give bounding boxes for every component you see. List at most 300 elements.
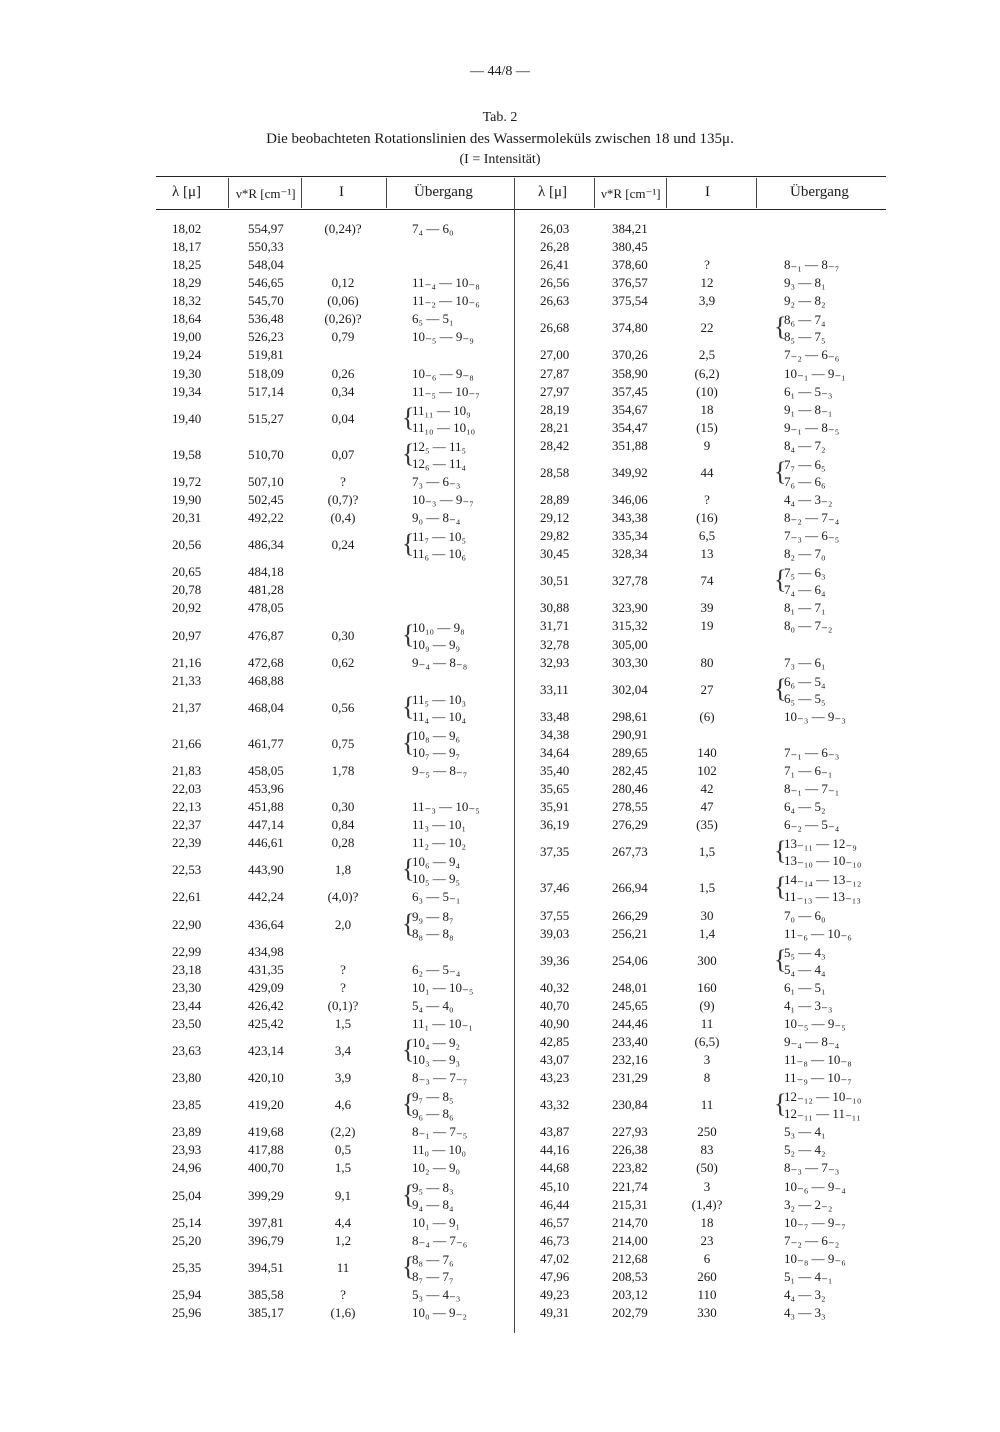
wavelength-cell: 19,90 [172, 492, 202, 507]
wavenumber-cell: 385,58 [248, 1286, 284, 1302]
wavelength-cell: 32,78 [540, 636, 570, 652]
intensity-cell: 83 [700, 1142, 714, 1158]
wavenumber-cell: 423,14 [248, 1043, 284, 1058]
wavenumber-cell: 278,55 [612, 799, 648, 815]
wavenumber-cell: 266,94 [612, 880, 648, 896]
transition-line: 10₆ — 9₄ [412, 854, 461, 870]
column-divider [756, 178, 757, 208]
wavelength-cell: 43,07 [540, 1052, 570, 1068]
transition-cell: 9₋₄ — 8₋₄ [784, 1033, 840, 1049]
wavenumber-cell: 442,24 [248, 889, 284, 905]
transition-line: 5₅ — 4₃ [784, 944, 826, 960]
wavelength-cell: 18,17 [172, 239, 202, 255]
wavelength-cell: 24,96 [172, 1160, 202, 1176]
transition-cell [784, 311, 826, 345]
wavenumber-cell: 451,88 [248, 799, 284, 815]
transition-cell: 10₂ — 9₀ [412, 1160, 461, 1176]
wavenumber-cell: 507,10 [248, 473, 284, 489]
transition-cell: 10₋₈ — 9₋₆ [784, 1250, 846, 1266]
wavelength-cell: 28,42 [540, 437, 570, 453]
wavelength-cell: 19,58 [172, 446, 202, 462]
wavenumber-cell: 351,88 [612, 437, 648, 453]
wavelength-cell: 22,37 [172, 817, 202, 833]
wavelength-cell: 22,03 [172, 781, 202, 797]
intensity-cell: 0,04 [331, 410, 355, 426]
wavelength-cell: 31,71 [540, 618, 570, 634]
wavenumber-cell: 203,12 [612, 1286, 648, 1302]
wavelength-cell: 22,13 [172, 799, 202, 815]
wavenumber-cell: 315,32 [612, 618, 648, 634]
intensity-cell: 1,5 [334, 1015, 352, 1031]
table-row [0, 708, 1000, 726]
transition-cell: 7₋₁ — 6₋₃ [784, 744, 840, 760]
wavenumber-cell: 443,90 [248, 862, 284, 878]
wavenumber-cell: 328,34 [612, 546, 648, 562]
transition-line: 8₇ — 7₇ [412, 1268, 454, 1284]
intensity-cell: 11 [700, 1015, 714, 1031]
brace-symbol: { [402, 727, 415, 757]
brace-symbol: { [402, 1251, 415, 1281]
brace-symbol: { [774, 836, 787, 866]
wavelength-cell: 25,94 [172, 1286, 202, 1302]
transition-cell: 11₋₆ — 10₋₆ [784, 925, 852, 941]
table-row [0, 545, 1000, 563]
brace-symbol: { [774, 565, 787, 595]
wavelength-cell: 23,80 [172, 1070, 202, 1086]
wavelength-cell: 21,16 [172, 654, 202, 670]
wavelength-cell: 34,64 [540, 744, 570, 760]
intensity-cell: 330 [697, 1304, 717, 1320]
transition-cell: 6₅ — 5₁ [412, 311, 454, 327]
intensity-cell: 8 [703, 1070, 711, 1086]
transition-line: 8₆ — 7₄ [784, 312, 826, 328]
column-divider [386, 178, 387, 208]
table-row [0, 726, 1000, 744]
wavenumber-cell: 354,47 [612, 419, 648, 435]
transition-cell: 9₂ — 8₂ [784, 293, 826, 309]
wavelength-cell: 23,18 [172, 961, 202, 977]
wavelength-cell: 34,38 [540, 726, 570, 742]
wavenumber-cell: 370,26 [612, 347, 648, 363]
wavenumber-cell: 397,81 [248, 1214, 284, 1230]
wavelength-cell: 19,24 [172, 347, 202, 363]
transition-cell: 11₋₂ — 10₋₆ [412, 293, 480, 309]
wavenumber-cell: 548,04 [248, 257, 284, 273]
wavenumber-cell: 458,05 [248, 762, 284, 778]
transition-cell: 10₁ — 10₋₅ [412, 979, 474, 995]
wavelength-cell: 28,89 [540, 492, 570, 507]
intensity-cell: 11 [336, 1259, 350, 1275]
transition-cell [784, 673, 826, 707]
transition-cell: 9₁ — 8₋₁ [784, 401, 833, 417]
transition-cell: 6₁ — 5₁ [784, 979, 826, 995]
table-row [0, 274, 1000, 292]
intensity-cell: 1,4 [698, 925, 716, 941]
wavenumber-cell: 378,60 [612, 257, 648, 273]
transition-cell: 7₀ — 6₀ [784, 907, 826, 923]
column-divider [594, 178, 595, 208]
transition-line: 14₋₁₄ — 13₋₁₂ [784, 872, 862, 888]
transition-cell: 5₂ — 4₂ [784, 1142, 826, 1158]
wavelength-cell: 37,55 [540, 907, 570, 923]
intensity-cell: (6,2) [694, 365, 720, 381]
wavelength-cell: 42,85 [540, 1033, 570, 1049]
wavenumber-cell: 436,64 [248, 916, 284, 932]
transition-cell: 9₋₄ — 8₋₈ [412, 654, 468, 670]
wavelength-cell: 26,68 [540, 320, 570, 336]
intensity-cell: 250 [697, 1124, 717, 1140]
page-title: Die beobachteten Rotationslinien des Wassermoleküls zwischen 18 und 135μ. [266, 131, 734, 147]
wavelength-cell: 40,90 [540, 1015, 570, 1031]
wavelength-cell: 19,34 [172, 383, 202, 399]
table-row [0, 979, 1000, 997]
intensity-cell: (6,5) [694, 1033, 720, 1049]
table-header-rule [156, 209, 886, 210]
transition-cell: 3₂ — 2₋₂ [784, 1196, 833, 1212]
wavenumber-cell: 417,88 [248, 1142, 284, 1158]
table-row [0, 437, 1000, 455]
table-row [0, 491, 1000, 509]
header-lambda-left: λ [μ] [172, 184, 202, 200]
wavenumber-cell: 400,70 [248, 1160, 284, 1176]
intensity-cell: 1,5 [698, 844, 716, 860]
transition-cell: 4₁ — 3₋₃ [784, 997, 833, 1013]
transition-cell: 11₋₅ — 10₋₇ [412, 383, 480, 399]
wavelength-cell: 40,70 [540, 997, 570, 1013]
intensity-cell: 102 [697, 762, 717, 778]
wavelength-cell: 21,37 [172, 699, 202, 715]
wavenumber-cell: 526,23 [248, 329, 284, 345]
table-row [0, 346, 1000, 364]
intensity-cell: 4,6 [334, 1097, 352, 1113]
transition-cell: 10₋₆ — 9₋₈ [412, 365, 474, 381]
transition-cell: 10₋₅ — 9₋₉ [412, 329, 474, 345]
transition-cell: 6₄ — 5₂ [784, 799, 826, 815]
wavenumber-cell: 431,35 [248, 961, 284, 977]
intensity-cell: 1,5 [698, 880, 716, 896]
wavelength-cell: 20,92 [172, 600, 202, 616]
wavenumber-cell: 349,92 [612, 464, 648, 480]
wavelength-cell: 28,21 [540, 419, 570, 435]
wavelength-cell: 21,66 [172, 735, 202, 751]
transition-line: 11₅ — 10₃ [412, 691, 467, 707]
wavelength-cell: 43,32 [540, 1097, 570, 1113]
wavelength-cell: 22,53 [172, 862, 202, 878]
intensity-cell: (0,7)? [327, 492, 359, 507]
table-row [0, 1304, 1000, 1322]
table-top-rule [156, 176, 886, 177]
intensity-cell: 2,5 [698, 347, 716, 363]
transition-line: 12₅ — 11₅ [412, 438, 467, 454]
transition-line: 8₈ — 8₈ [412, 925, 454, 941]
wavenumber-cell: 298,61 [612, 708, 648, 724]
table-row [0, 292, 1000, 310]
header-transition-right: Übergang [790, 184, 849, 200]
table-row [0, 654, 1000, 672]
wavenumber-cell: 323,90 [612, 600, 648, 616]
transition-cell: 6₋₂ — 5₋₄ [784, 817, 840, 833]
transition-cell: 11₋₈ — 10₋₈ [784, 1052, 852, 1068]
intensity-cell: 260 [697, 1268, 717, 1284]
intensity-cell: 0,56 [331, 699, 355, 715]
wavenumber-cell: 346,06 [612, 492, 648, 507]
table-row [0, 1123, 1000, 1141]
intensity-cell: 0,62 [331, 654, 355, 670]
transition-line: 6₅ — 5₅ [784, 690, 826, 706]
wavelength-cell: 49,23 [540, 1286, 570, 1302]
transition-line: 10₉ — 9₉ [412, 636, 461, 652]
wavenumber-cell: 266,29 [612, 907, 648, 923]
transition-cell: 8₋₁ — 8₋₇ [784, 257, 840, 273]
table-row [0, 419, 1000, 437]
wavelength-cell: 20,97 [172, 627, 202, 643]
wavelength-cell: 25,35 [172, 1259, 202, 1275]
wavelength-cell: 27,00 [540, 347, 570, 363]
intensity-cell: 30 [700, 907, 714, 923]
intensity-cell: 0,30 [331, 799, 355, 815]
wavelength-cell: 20,31 [172, 510, 202, 526]
transition-cell: 11₀ — 10₀ [412, 1142, 467, 1158]
wavenumber-cell: 244,46 [612, 1015, 648, 1031]
wavelength-cell: 37,35 [540, 844, 570, 860]
transition-line: 6₆ — 5₄ [784, 673, 826, 689]
wavenumber-cell: 231,29 [612, 1070, 648, 1086]
intensity-cell: (0,26)? [324, 311, 362, 327]
table-row [0, 1141, 1000, 1159]
wavenumber-cell: 256,21 [612, 925, 648, 941]
transition-cell: 9₃ — 8₁ [784, 275, 826, 291]
wavelength-cell: 36,19 [540, 817, 570, 833]
transition-line: 8₈ — 7₆ [412, 1251, 454, 1267]
table-row [0, 744, 1000, 762]
wavelength-cell: 22,39 [172, 835, 202, 851]
page-subtitle: (I = Intensität) [459, 152, 541, 167]
transition-cell [784, 456, 826, 490]
brace-symbol: { [402, 619, 415, 649]
brace-symbol: { [402, 1035, 415, 1064]
wavelength-cell: 28,58 [540, 464, 570, 480]
wavenumber-cell: 254,06 [612, 952, 648, 968]
transition-cell: 8₁ — 7₁ [784, 600, 826, 616]
intensity-cell: ? [340, 961, 346, 977]
intensity-cell: (1,4)? [691, 1196, 723, 1212]
intensity-cell: 39 [700, 600, 714, 616]
intensity-cell: 110 [697, 1286, 717, 1302]
intensity-cell: 42 [700, 781, 714, 797]
header-nu-left: ν*R [cm⁻¹] [236, 186, 296, 201]
wavenumber-cell: 276,29 [612, 817, 648, 833]
transition-cell: 5₃ — 4₋₃ [412, 1286, 461, 1302]
table-row [0, 762, 1000, 780]
wavelength-cell: 25,20 [172, 1232, 202, 1248]
wavenumber-cell: 354,67 [612, 401, 648, 417]
wavenumber-cell: 343,38 [612, 510, 648, 526]
transition-line: 10₄ — 9₂ [412, 1035, 461, 1050]
wavenumber-cell: 385,17 [248, 1304, 284, 1320]
transition-line: 7₆ — 6₆ [784, 473, 826, 489]
wavenumber-cell: 357,45 [612, 383, 648, 399]
wavenumber-cell: 245,65 [612, 997, 648, 1013]
table-row [0, 383, 1000, 401]
intensity-cell: 19 [700, 618, 714, 634]
header-intensity-left: I [339, 184, 344, 200]
wavelength-cell: 23,44 [172, 997, 202, 1013]
transition-cell: 8₄ — 7₂ [784, 437, 826, 453]
table-row [0, 527, 1000, 545]
wavenumber-cell: 453,96 [248, 781, 284, 797]
transition-cell: 7₋₂ — 6₋₆ [784, 347, 840, 363]
intensity-cell: (50) [696, 1160, 718, 1176]
transition-line: 11₋₁₃ — 13₋₁₃ [784, 889, 861, 905]
table-row [0, 1177, 1000, 1195]
intensity-cell: 80 [700, 654, 714, 670]
wavenumber-cell: 486,34 [248, 537, 284, 553]
wavenumber-cell: 233,40 [612, 1033, 648, 1049]
header-nu-right: ν*R [cm⁻¹] [601, 186, 661, 201]
transition-cell: 6₁ — 5₋₃ [784, 383, 833, 399]
wavenumber-cell: 305,00 [612, 636, 648, 652]
wavelength-cell: 29,12 [540, 510, 570, 526]
wavenumber-cell: 302,04 [612, 681, 648, 697]
transition-line: 7₅ — 6₃ [784, 565, 826, 581]
wavelength-cell: 45,10 [540, 1178, 570, 1194]
wavenumber-cell: 221,74 [612, 1178, 648, 1194]
wavenumber-cell: 335,34 [612, 528, 648, 544]
intensity-cell: ? [704, 257, 710, 273]
table-row [0, 672, 1000, 708]
transition-line: 7₇ — 6₅ [784, 456, 826, 472]
intensity-cell: 44 [700, 464, 714, 480]
transition-line: 10₁₀ — 9₈ [412, 619, 465, 635]
brace-symbol: { [402, 529, 415, 559]
wavelength-cell: 33,48 [540, 708, 570, 724]
transition-cell [784, 835, 861, 869]
wavelength-cell: 32,93 [540, 654, 570, 670]
transition-line: 9₇ — 8₅ [412, 1089, 454, 1105]
transition-cell: 10₋₆ — 9₋₄ [784, 1178, 846, 1194]
intensity-cell: 0,84 [331, 817, 355, 833]
intensity-cell: 11 [700, 1097, 714, 1113]
transition-cell: 9₀ — 8₋₄ [412, 510, 461, 526]
intensity-cell: 3,9 [334, 1070, 352, 1086]
wavelength-cell: 18,64 [172, 311, 202, 327]
table-row [0, 1214, 1000, 1232]
wavelength-cell: 26,56 [540, 275, 570, 291]
wavenumber-cell: 478,05 [248, 600, 284, 616]
wavelength-cell: 26,41 [540, 257, 570, 273]
transition-cell: 7₄ — 6₀ [412, 221, 454, 237]
table-row [0, 636, 1000, 654]
wavenumber-cell: 358,90 [612, 365, 648, 381]
wavelength-cell: 44,16 [540, 1142, 570, 1158]
intensity-cell: (16) [696, 510, 718, 526]
intensity-cell: 6 [703, 1250, 711, 1266]
wavenumber-cell: 434,98 [248, 943, 284, 959]
intensity-cell: (2,2) [330, 1124, 356, 1140]
transition-line: 5₄ — 4₄ [784, 961, 826, 977]
wavenumber-cell: 419,20 [248, 1097, 284, 1113]
wavenumber-cell: 212,68 [612, 1250, 648, 1266]
wavelength-cell: 20,78 [172, 582, 202, 598]
intensity-cell: 9,1 [334, 1187, 352, 1203]
table-row [0, 798, 1000, 816]
wavelength-cell: 29,82 [540, 528, 570, 544]
intensity-cell: 160 [697, 979, 717, 995]
wavelength-cell: 19,72 [172, 473, 202, 489]
wavenumber-cell: 446,61 [248, 835, 284, 851]
transition-cell: 8₋₂ — 7₋₄ [784, 510, 840, 526]
transition-cell: 5₄ — 4₀ [412, 997, 454, 1013]
transition-line: 13₋₁₀ — 10₋₁₀ [784, 853, 862, 869]
wavenumber-cell: 468,88 [248, 672, 284, 688]
wavenumber-cell: 230,84 [612, 1097, 648, 1113]
table-row [0, 1069, 1000, 1087]
brace-symbol: { [774, 673, 787, 703]
wavelength-cell: 19,40 [172, 410, 202, 426]
transition-cell: 4₄ — 3₋₂ [784, 492, 833, 507]
intensity-cell: (0,1)? [327, 997, 359, 1013]
wavenumber-cell: 515,27 [248, 410, 284, 426]
transition-line: 13₋₁₁ — 12₋₉ [784, 836, 857, 852]
transition-cell: 6₃ — 5₋₁ [412, 889, 461, 905]
intensity-cell: 0,26 [331, 365, 355, 381]
table-label: Tab. 2 [482, 110, 518, 125]
intensity-cell: (0,24)? [324, 221, 362, 237]
transition-line: 12₋₁₁ — 11₋₁₁ [784, 1106, 861, 1122]
transition-cell: 5₃ — 4₁ [784, 1124, 826, 1140]
transition-line: 10₈ — 9₆ [412, 727, 461, 743]
wavelength-cell: 19,00 [172, 329, 202, 345]
wavelength-cell: 21,83 [172, 762, 202, 778]
wavelength-cell: 46,57 [540, 1214, 570, 1230]
intensity-cell: 0,24 [331, 537, 355, 553]
brace-symbol: { [402, 691, 415, 721]
transition-cell: 10₋₃ — 9₋₃ [784, 708, 846, 724]
transition-cell: 7₃ — 6₁ [784, 654, 826, 670]
transition-cell [784, 564, 826, 598]
intensity-cell: 23 [700, 1232, 714, 1248]
intensity-cell: (9) [699, 997, 715, 1013]
wavelength-cell: 35,65 [540, 781, 570, 797]
brace-symbol: { [774, 456, 787, 486]
wavelength-cell: 18,29 [172, 275, 202, 291]
intensity-cell: (4,0)? [327, 889, 359, 905]
brace-symbol: { [402, 1089, 415, 1119]
transition-line: 11₄ — 10₄ [412, 708, 467, 724]
wavenumber-cell: 396,79 [248, 1232, 284, 1248]
table-row [0, 870, 1000, 906]
intensity-cell: ? [704, 492, 710, 507]
intensity-cell: 22 [700, 320, 714, 336]
transition-line: 8₅ — 7₅ [784, 329, 826, 345]
wavenumber-cell: 214,70 [612, 1214, 648, 1230]
transition-cell [784, 1088, 861, 1122]
intensity-cell: 0,12 [331, 275, 355, 291]
wavelength-cell: 25,14 [172, 1214, 202, 1230]
wavelength-cell: 27,87 [540, 365, 570, 381]
transition-cell: 10₋₁ — 9₋₁ [784, 365, 846, 381]
intensity-cell: ? [340, 1286, 346, 1302]
transition-cell: 7₁ — 6₋₁ [784, 762, 833, 778]
transition-line: 11₁₁ — 10₉ [412, 402, 471, 418]
intensity-cell: 47 [700, 799, 714, 815]
intensity-cell: 140 [697, 744, 717, 760]
wavelength-cell: 30,45 [540, 546, 570, 562]
wavenumber-cell: 510,70 [248, 446, 284, 462]
wavelength-cell: 35,91 [540, 799, 570, 815]
wavelength-cell: 23,30 [172, 979, 202, 995]
wavenumber-cell: 426,42 [248, 997, 284, 1013]
